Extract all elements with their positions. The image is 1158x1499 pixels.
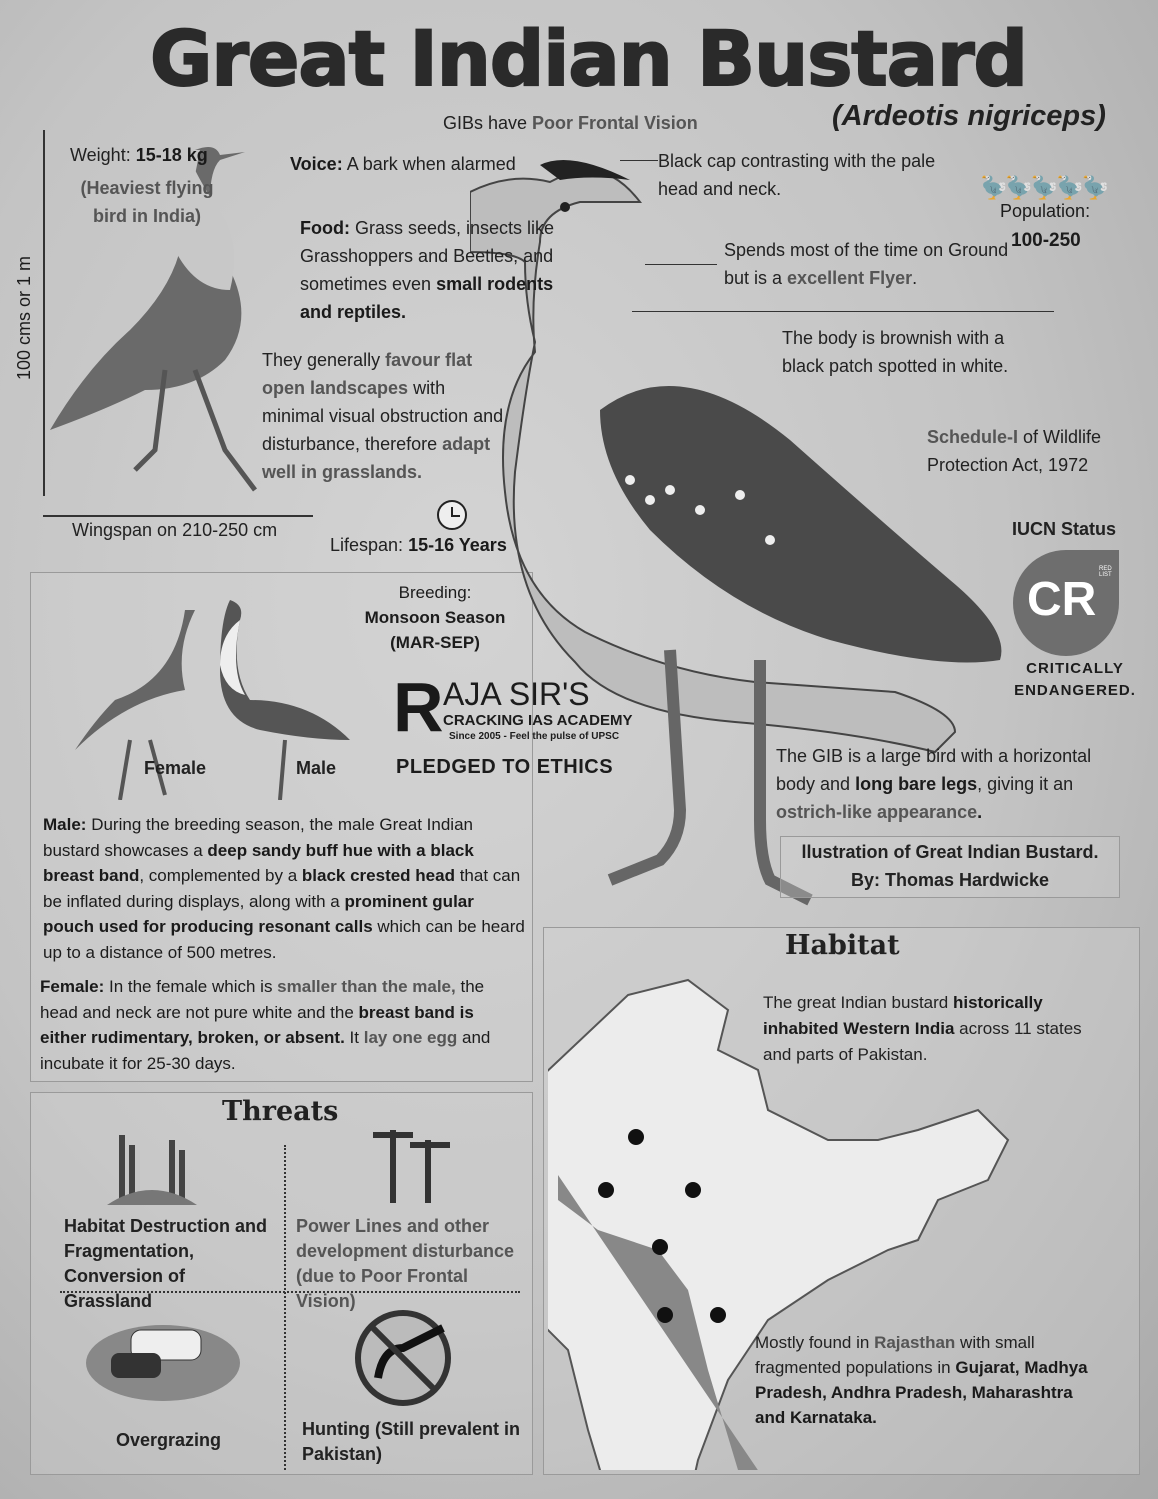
threat-power-lines: Power Lines and other development disturbance (due to Poor Frontal Vision): [296, 1216, 515, 1311]
text-segment: Female:: [40, 977, 105, 996]
vision-text: [443, 109, 698, 137]
text-segment: It: [344, 1028, 364, 1047]
pointer-line: [645, 264, 717, 265]
text-segment: across 11 states and parts of Pakistan.: [763, 1019, 1082, 1064]
scientific-name: (Ardeotis nigriceps): [832, 100, 1106, 132]
text-segment: long bare legs: [855, 774, 978, 794]
threat-hunting: Hunting (Still prevalent in Pakistan): [302, 1419, 521, 1464]
text-segment: adapt well in grasslands.: [262, 434, 491, 482]
text-segment: and incubate it for 25-30 days.: [40, 1028, 491, 1073]
text-segment: 15-18 kg: [135, 145, 208, 165]
tree-cutting-icon: [102, 1125, 202, 1210]
text-segment: that can be inflated during displays, along with a: [43, 866, 521, 911]
iucn-cr-badge: [1013, 550, 1119, 656]
red-list-logo: RED LIST: [1099, 566, 1112, 578]
clock-icon: [437, 500, 467, 530]
height-measure-line: [43, 130, 45, 496]
text-segment: Poor Frontal Vision: [532, 113, 698, 133]
text-segment: Lifespan:: [330, 535, 409, 555]
text-segment: historically inhabited Western India: [763, 993, 1043, 1038]
text-segment: which can be heard up to a distance of 500 metres.: [43, 917, 525, 962]
text-segment: of Wildlife Protection Act, 1972: [927, 427, 1102, 475]
text-segment: Mostly found in: [755, 1333, 875, 1352]
body-text: [782, 324, 1042, 380]
text-segment: black crested head: [301, 866, 455, 885]
breeding-season: Monsoon Season: [364, 608, 506, 627]
text-segment: The great Indian bustard: [763, 993, 953, 1012]
text-segment: Grass seeds, insects like Grasshoppers and Beetles, and sometimes even: [300, 218, 555, 294]
black-cap-text: [658, 147, 968, 203]
height-label: 100 cms or 1 m: [14, 255, 34, 380]
habitat-title: Habitat: [785, 930, 900, 961]
text-segment: Voice:: [290, 154, 343, 174]
text-segment: , giving it an: [977, 774, 1074, 794]
lifespan-text: [330, 531, 507, 559]
text-segment: The body is brownish with a black patch spotted in white.: [782, 328, 1009, 376]
text-segment: prominent gular pouch used for producing resonant calls: [43, 891, 474, 936]
illustration-credit: [780, 836, 1120, 898]
population-label: Population:: [1000, 201, 1091, 221]
academy-motto: PLEDGED TO ETHICS: [396, 756, 614, 778]
female-description: [40, 974, 515, 1076]
text-segment: smaller than the male,: [277, 977, 456, 996]
threats-title: Threats: [222, 1096, 339, 1127]
text-segment: lay one egg: [363, 1028, 458, 1047]
text-segment: ostrich-like appearance: [776, 802, 978, 822]
text-segment: GIBs have: [443, 113, 533, 133]
text-segment: In the female which is: [104, 977, 278, 996]
no-hunting-icon: [353, 1308, 453, 1408]
page-title: Great Indian Bustard: [150, 14, 1027, 103]
academy-since: Since 2005 - Feel the pulse of UPSC: [449, 731, 620, 742]
text-segment: Schedule-I: [927, 427, 1019, 447]
text-segment: Food:: [300, 218, 350, 238]
threat-habitat-destruction: Habitat Destruction and Fragmentation, Conversion of Grassland: [64, 1216, 268, 1311]
text-segment: deep sandy buff hue with a black breast band: [43, 840, 474, 885]
power-lines-icon: [368, 1125, 458, 1205]
academy-subtitle: CRACKING IAS ACADEMY: [443, 712, 633, 729]
wingspan-label: Wingspan on 210-250 cm: [72, 520, 278, 540]
iucn-status-text: CRITICALLY ENDANGERED.: [1014, 660, 1136, 699]
breeding-info: [350, 580, 520, 655]
landscape-text: [262, 346, 512, 486]
text-segment: with minimal visual obstruction and disturbance, therefore: [262, 378, 504, 454]
text-segment: They generally: [262, 350, 386, 370]
text-segment: Gujarat, Madhya Pradesh, Andhra Pradesh, Maharashtra and Karnataka.: [755, 1358, 1088, 1427]
food-text: [300, 214, 560, 326]
weight-text: [70, 141, 208, 169]
voice-text: [290, 150, 516, 178]
female-label: Female: [144, 758, 207, 778]
threat-overgrazing: Overgrazing: [116, 1430, 222, 1450]
legs-text: [776, 742, 1116, 826]
heaviest-note: [72, 174, 222, 230]
text-segment: with small fragmented populations in: [755, 1333, 1035, 1377]
text-segment: (Heaviest flying bird in India): [80, 178, 214, 226]
text-segment: favour flat open landscapes: [262, 350, 473, 398]
text-segment: Rajasthan: [874, 1333, 956, 1352]
credit-line-1: llustration of Great Indian Bustard.: [801, 842, 1099, 862]
text-segment: During the breeding season, the male Great Indian bustard showcases a: [43, 815, 473, 860]
text-segment: Spends most of the time on Ground but is a: [724, 240, 1009, 288]
male-label: Male: [296, 758, 337, 778]
pointer-line: [620, 160, 658, 161]
text-segment: breast band is either rudimentary, broken, or absent.: [40, 1002, 474, 1047]
text-segment: excellent Flyer: [787, 268, 913, 288]
text-segment: .: [912, 268, 918, 288]
iucn-label: IUCN Status: [1012, 519, 1117, 539]
text-segment: Male:: [43, 815, 87, 834]
text-segment: Weight:: [70, 145, 136, 165]
population-value: 100-250: [1011, 230, 1081, 251]
text-segment: , complemented by a: [139, 866, 302, 885]
ground-flyer-text: [724, 236, 1024, 292]
pointer-line: [632, 311, 1054, 312]
text-segment: .: [977, 802, 983, 822]
breeding-months: (MAR-SEP): [390, 633, 480, 652]
iucn-code: CR: [1027, 573, 1097, 626]
divider: [284, 1145, 286, 1470]
text-segment: the head and neck are not pure white and the: [40, 977, 485, 1022]
male-description: [43, 812, 528, 965]
text-segment: The GIB is a large bird with a horizontal body and: [776, 746, 1092, 794]
text-segment: 15-16 Years: [408, 535, 507, 555]
text-segment: Black cap contrasting with the pale head and neck.: [658, 151, 936, 199]
credit-line-2: By: Thomas Hardwicke: [850, 870, 1050, 890]
grazing-cattle-icon: [86, 1318, 241, 1403]
text-segment: A bark when alarmed: [342, 154, 516, 174]
breeding-label: Breeding:: [398, 583, 472, 602]
academy-name: AJA SIR'S: [443, 676, 590, 712]
population-bird-icons: 🦤🦤🦤🦤🦤: [980, 175, 1107, 200]
schedule-text: [927, 423, 1127, 479]
habitat-current-text: [755, 1330, 1105, 1430]
text-segment: small rodents and reptiles.: [300, 274, 554, 322]
habitat-historic-text: [763, 990, 1108, 1068]
